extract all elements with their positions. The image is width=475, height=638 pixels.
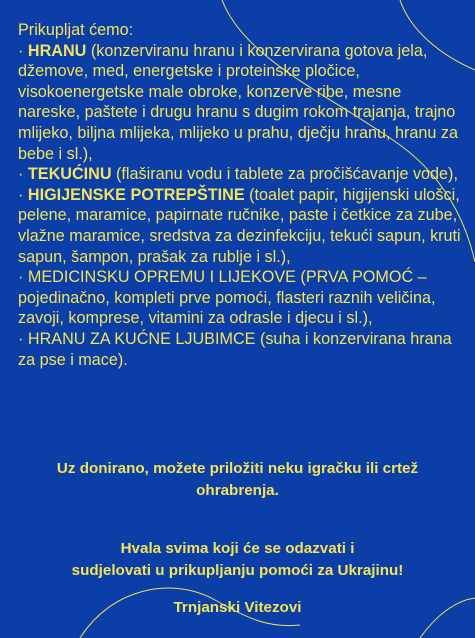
bullet: · [18, 185, 28, 204]
bullet: · [18, 41, 28, 60]
item-title: TEKUĆINU [27, 165, 112, 184]
list-item-medical [18, 267, 463, 329]
item-title: HRANU [27, 41, 87, 60]
item-description: (toalet papir, higijenski ulošci, pelene, maramice, papirnate ručnike, paste i četkice za zube, vlažne maramice, sredstva za dezinfekciju, tekući sapun, kruti sapun, šampon, prašak za rublje i sl.), [18, 185, 461, 266]
list-item-pet-food [18, 329, 463, 370]
bullet: · [18, 165, 28, 184]
donation-note-line2: ohrabrenja. [196, 482, 279, 499]
signature-text: Trnjanski Vitezovi [173, 599, 302, 616]
list-item-hygiene [18, 185, 463, 267]
signature [0, 597, 475, 619]
item-description: HRANU ZA KUĆNE LJUBIMCE (suha i konzervirana hrana za pse i mace). [18, 329, 452, 369]
thanks-line2: sudjelovati u prikupljanju pomoći za Ukrajinu! [71, 562, 404, 579]
donation-note-line1: Uz donirano, možete priložiti neku igračku ili crtež [56, 460, 419, 477]
item-description: (flaširanu vodu i tablete za pročišćavanje vode), [111, 165, 458, 184]
item-description: (konzerviranu hranu i konzervirana gotova jela, džemove, med, energetske i proteinske pločice, visokoenergetske male obroke, konzerve ribe, mesne nareske, paštete i drugu hranu s dugim rokom trajanja, trajno mlijeko, biljna mlijeka, mlijeko u prahu, dječju hranu, hranu za bebe i sl.), [18, 41, 458, 163]
intro-text: Prikupljat ćemo: [18, 21, 134, 39]
thanks-line1: Hvala svima koji će se odazvati i [120, 540, 355, 557]
bullet: · [18, 329, 28, 348]
list-item-food [18, 41, 463, 165]
item-title: HIGIJENSKE POTREPŠTINE [27, 185, 245, 204]
collection-list [18, 20, 463, 370]
donation-note [0, 458, 475, 502]
bullet: · [18, 268, 28, 287]
item-description: MEDICINSKU OPREMU I LIJEKOVE (PRVA POMOĆ – pojedinačno, kompleti prve pomoći, flasteri raznih veličina, zavoji, komprese, vitamini za odrasle i djecu i sl.), [18, 268, 436, 328]
list-item-liquids [18, 164, 463, 185]
thanks-message [0, 538, 475, 582]
